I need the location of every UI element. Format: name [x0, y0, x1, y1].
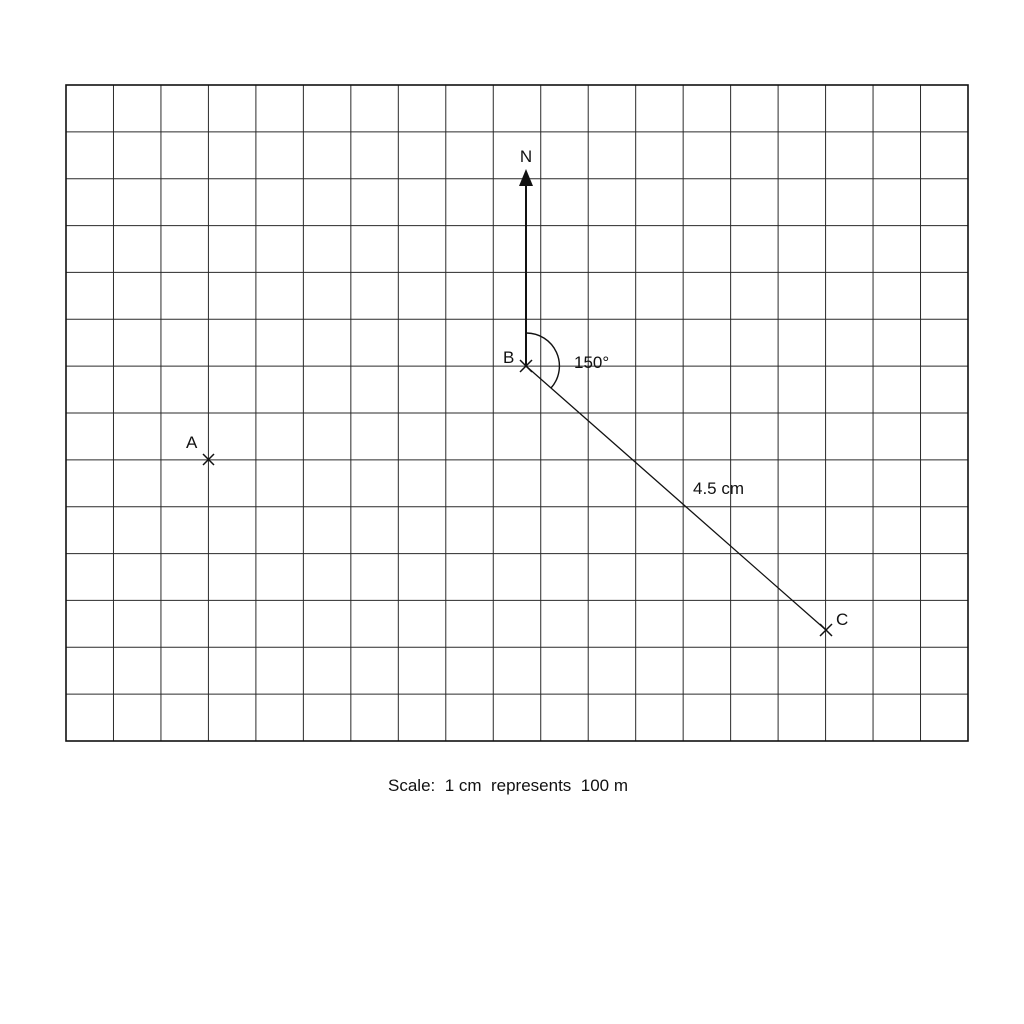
- line-b-to-c: [526, 366, 826, 630]
- point-b-label: B: [503, 348, 515, 367]
- segment-length-label: 4.5 cm: [693, 479, 745, 498]
- scale-caption: Scale: 1 cm represents 100 m: [388, 776, 628, 795]
- point-c-label: C: [836, 610, 849, 629]
- point-a-label: A: [186, 433, 198, 452]
- north-label: N: [519, 147, 533, 166]
- grid: [66, 85, 968, 741]
- north-arrow-head: [519, 169, 533, 186]
- angle-label: 150°: [574, 353, 610, 372]
